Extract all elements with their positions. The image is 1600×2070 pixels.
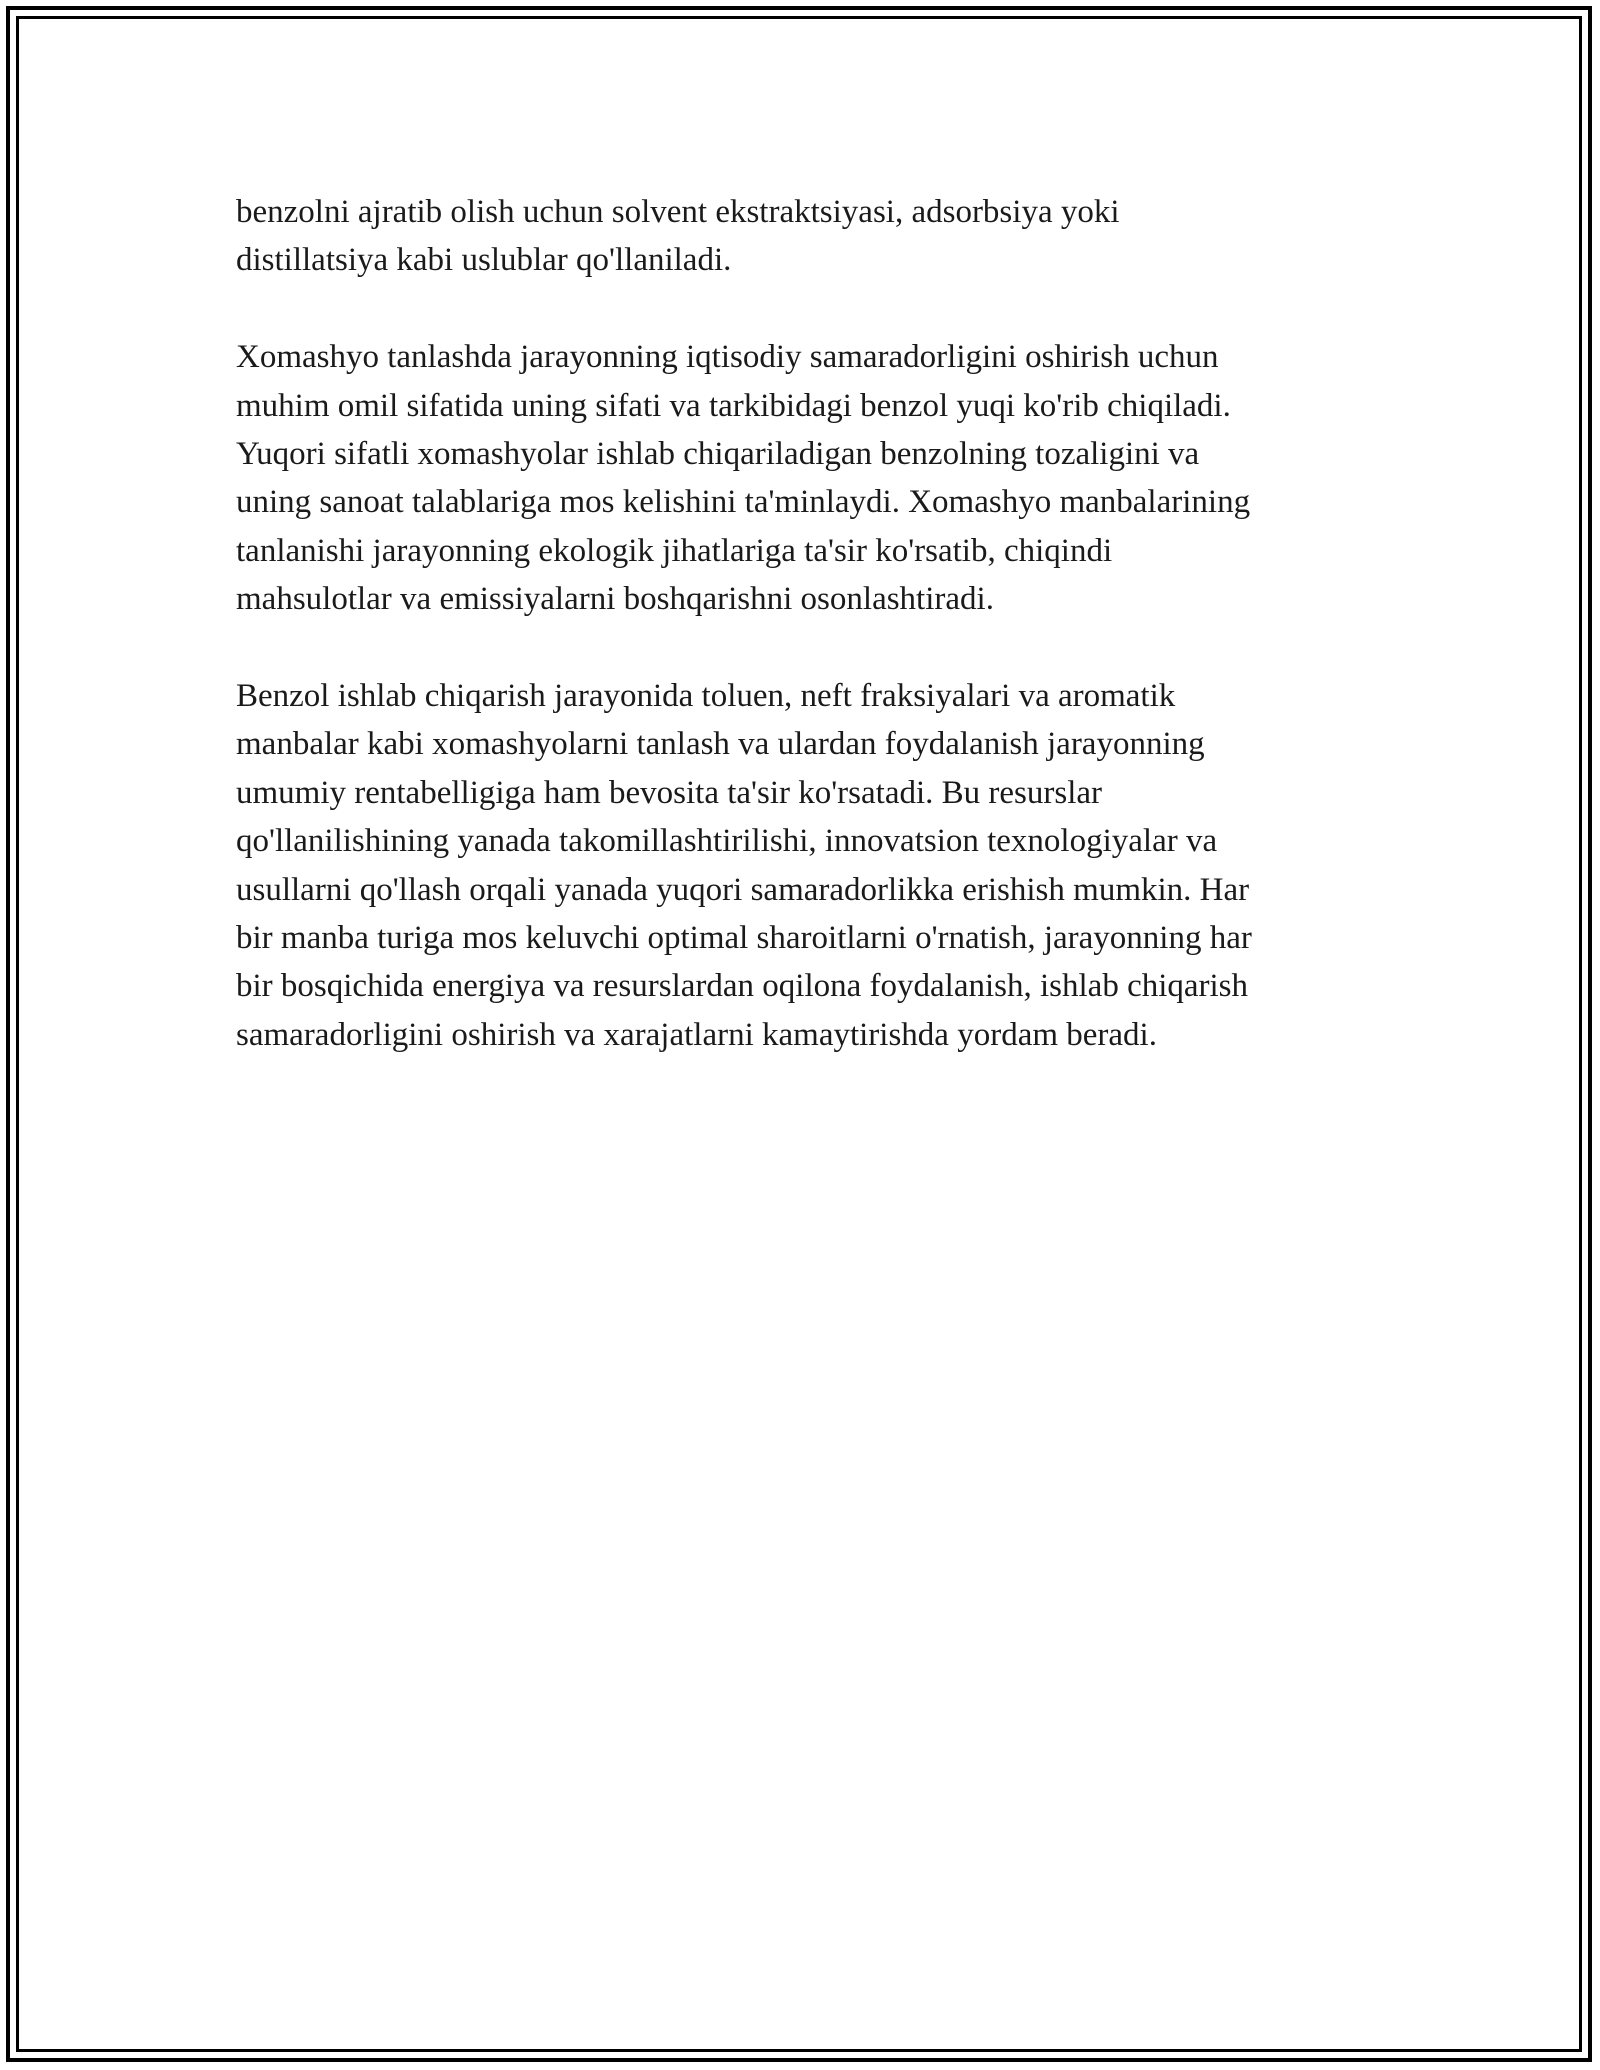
text-line: bir bosqichida energiya va resurslardan oqilona foydalanish, ishlab chiqarish <box>236 968 1249 1005</box>
text-line: manbalar kabi xomashyolarni tanlash va ulardan foydalanish jarayonning <box>236 726 1205 763</box>
text-line: Yuqori sifatli xomashyolar ishlab chiqariladigan benzolning tozaligini va <box>236 436 1200 473</box>
text-line: Xomashyo tanlashda jarayonning iqtisodiy samaradorligini oshirish uchun <box>236 339 1219 376</box>
text-line: umumiy rentabelligiga ham bevosita ta'sir ko'rsatadi. Bu resurslar <box>236 774 1103 811</box>
text-line: usullarni qo'llash orqali yanada yuqori samaradorlikka erishish mumkin. Har <box>236 871 1250 908</box>
document-body <box>236 188 1366 1108</box>
text-line: qo'llanilishining yanada takomillashtirilishi, innovatsion texnologiyalar va <box>236 823 1218 860</box>
text-line: benzolni ajratib olish uchun solvent ekstraktsiyasi, adsorbsiya yoki <box>236 194 1120 230</box>
text-line: bir manba turiga mos keluvchi optimal sharoitlarni o'rnatish, jarayonning har <box>236 920 1252 957</box>
text-line: mahsulotlar va emissiyalarni boshqarishni osonlashtiradi. <box>236 581 994 618</box>
paragraph-2 <box>236 333 1366 623</box>
text-line: Benzol ishlab chiqarish jarayonida toluen, neft fraksiyalari va aromatik <box>236 678 1176 715</box>
text-line: samaradorligini oshirish va xarajatlarni kamaytirishda yordam beradi. <box>236 1016 1157 1053</box>
text-line: uning sanoat talablariga mos kelishini ta'minlaydi. Xomashyo manbalarining <box>236 484 1251 521</box>
paragraph-1 <box>236 188 1366 285</box>
text-line: distillatsiya kabi uslublar qo'llaniladi. <box>236 242 732 279</box>
paragraph-3 <box>236 672 1366 1059</box>
text-line: tanlanishi jarayonning ekologik jihatlariga ta'sir ko'rsatib, chiqindi <box>236 532 1113 569</box>
text-line: muhim omil sifatida uning sifati va tarkibidagi benzol yuqi ko'rib chiqiladi. <box>236 387 1231 424</box>
